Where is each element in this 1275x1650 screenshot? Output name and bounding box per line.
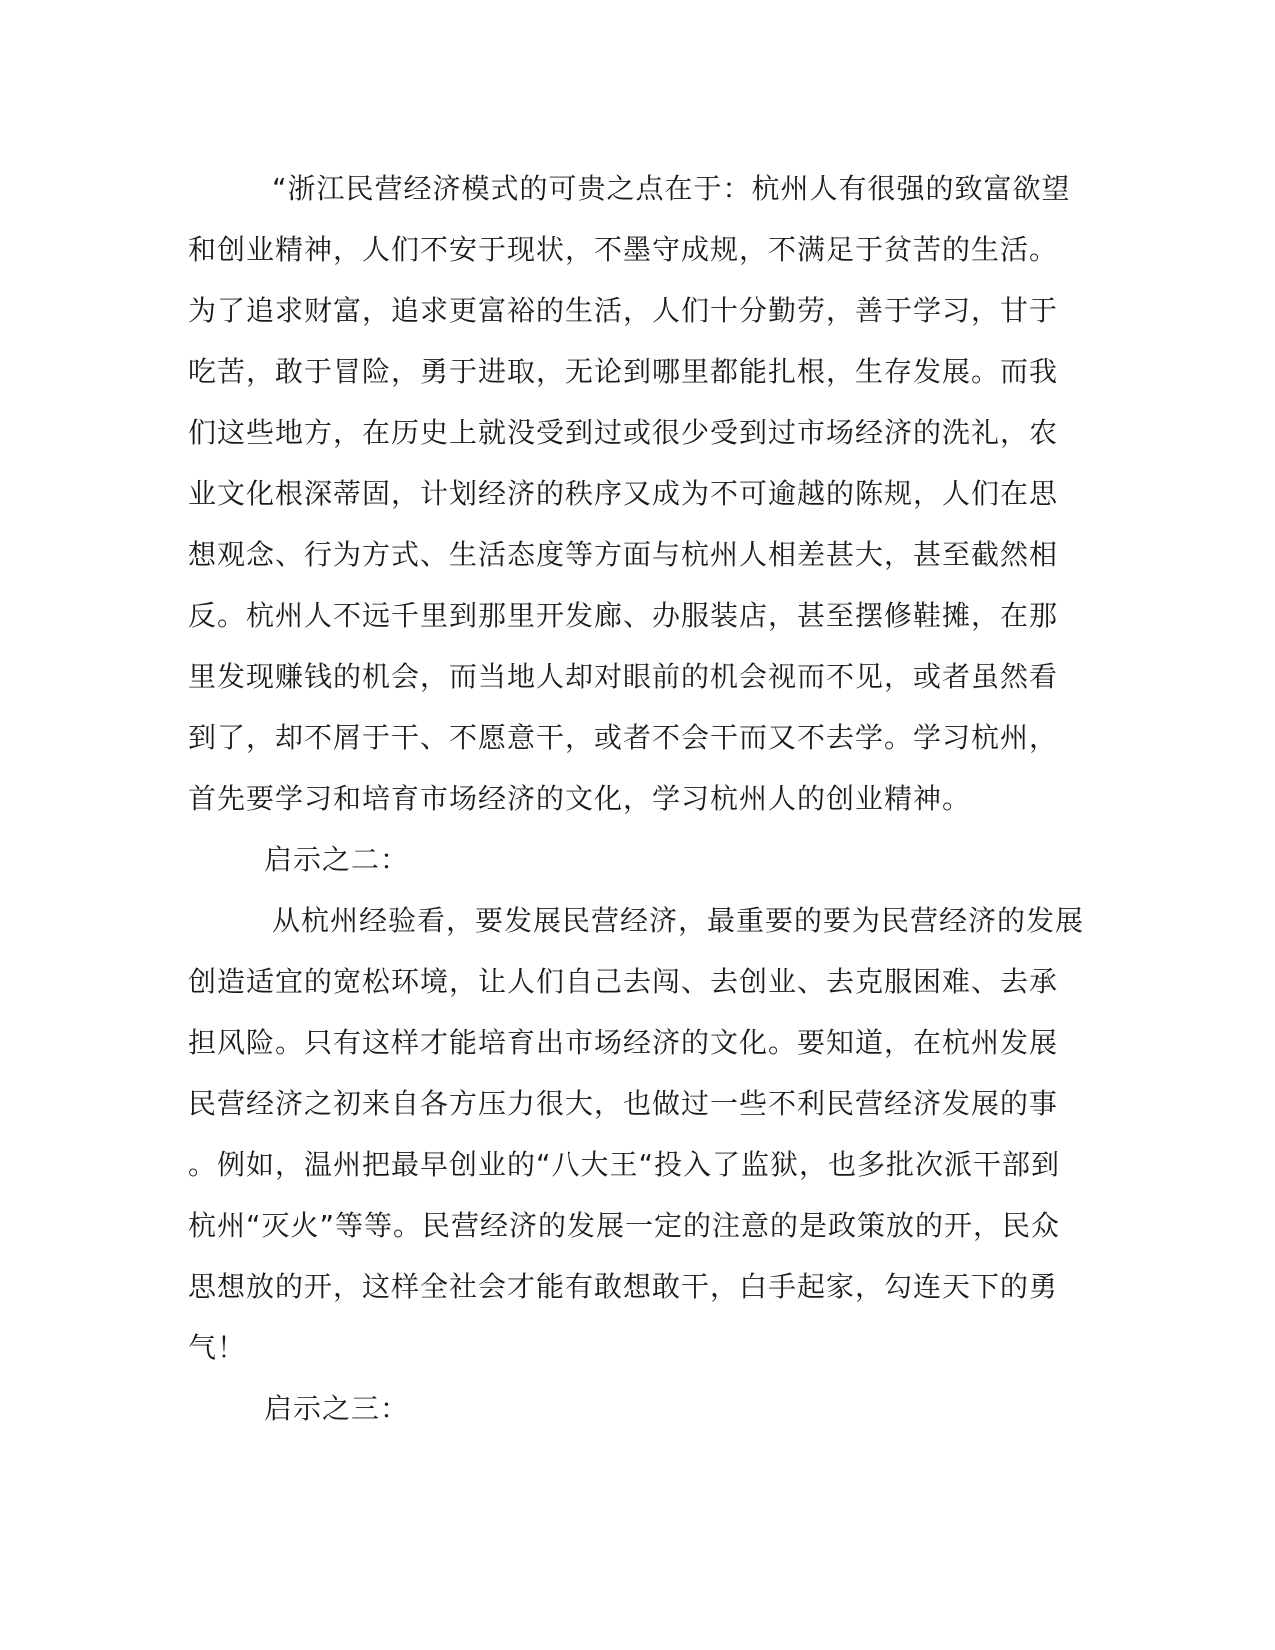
paragraph-line: 们这些地方，在历史上就没受到过或很少受到过市场经济的洗礼，农 — [188, 416, 1059, 449]
paragraph-line: 气！ — [188, 1331, 247, 1364]
section-heading-2: 启示之二： — [264, 843, 410, 876]
paragraph-line: 到了，却不屑于干、不愿意干，或者不会干而又不去学。学习杭州， — [188, 721, 1059, 754]
paragraph-line: 思想放的开，这样全社会才能有敢想敢干，白手起家，勾连天下的勇 — [188, 1270, 1059, 1303]
paragraph-line: 和创业精神，人们不安于现状，不墨守成规，不满足于贫苦的生活。 — [188, 233, 1059, 266]
paragraph-line: 想观念、行为方式、生活态度等方面与杭州人相差甚大，甚至截然相 — [188, 538, 1059, 571]
paragraph-line: 杭州“灭火”等等。民营经济的发展一定的注意的是政策放的开，民众 — [188, 1209, 1061, 1242]
document-body — [188, 158, 1088, 1439]
paragraph-line: 民营经济之初来自各方压力很大，也做过一些不利民营经济发展的事 — [188, 1087, 1059, 1120]
paragraph-line: 。例如，温州把最早创业的“八大王“投入了监狱，也多批次派干部到 — [188, 1148, 1061, 1181]
paragraph-line: 担风险。只有这样才能培育出市场经济的文化。要知道，在杭州发展 — [188, 1026, 1059, 1059]
paragraph-line: 吃苦，敢于冒险，勇于进取，无论到哪里都能扎根，生存发展。而我 — [188, 355, 1059, 388]
paragraph-line: 为了追求财富，追求更富裕的生活，人们十分勤劳，善于学习，甘于 — [188, 294, 1059, 327]
paragraph-line: 里发现赚钱的机会，而当地人却对眼前的机会视而不见，或者虽然看 — [188, 660, 1059, 693]
section-heading-3: 启示之三： — [264, 1392, 410, 1425]
paragraph-line: 从杭州经验看，要发展民营经济，最重要的要为民营经济的发展 — [272, 904, 1085, 937]
paragraph-line: 创造适宜的宽松环境，让人们自己去闯、去创业、去克服困难、去承 — [188, 965, 1059, 998]
paragraph-line: “浙江民营经济模式的可贵之点在于：杭州人有很强的致富欲望 — [272, 172, 1071, 205]
paragraph-line: 首先要学习和培育市场经济的文化，学习杭州人的创业精神。 — [188, 782, 972, 815]
paragraph-line: 反。杭州人不远千里到那里开发廊、办服装店，甚至摆修鞋摊，在那 — [188, 599, 1059, 632]
paragraph-line: 业文化根深蒂固，计划经济的秩序又成为不可逾越的陈规，人们在思 — [188, 477, 1059, 510]
